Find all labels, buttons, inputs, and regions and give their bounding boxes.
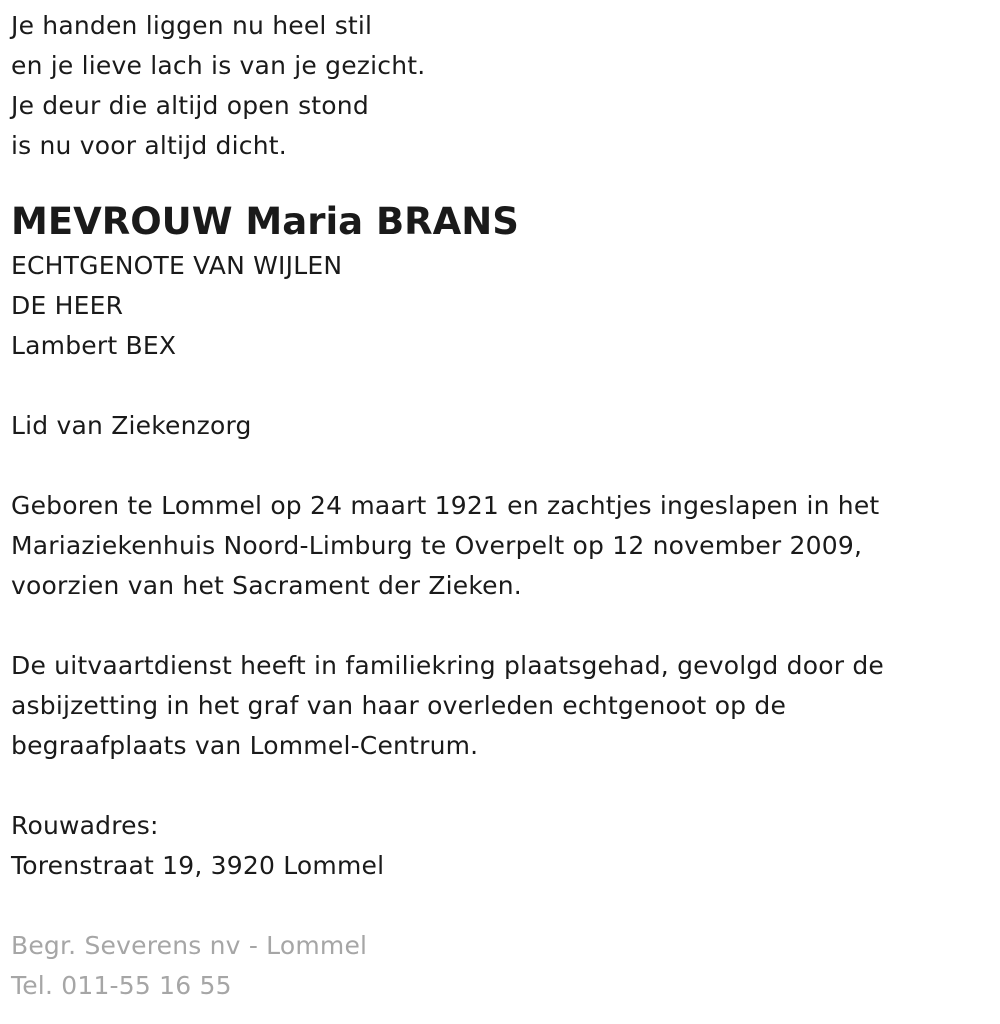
relation-line: Lambert BEX [11, 331, 177, 360]
poem-line: en je lieve lach is van je gezicht. [11, 51, 426, 80]
funeral-paragraph [11, 646, 991, 766]
spacer [11, 366, 991, 406]
address-value: Torenstraat 19, 3920 Lommel [11, 851, 385, 880]
paragraph-line: Geboren te Lommel op 24 maart 1921 en zachtjes ingeslapen in het [11, 491, 880, 520]
spacer [11, 766, 991, 806]
birth-death-paragraph [11, 486, 991, 606]
poem [11, 6, 991, 166]
poem-line: Je handen liggen nu heel stil [11, 11, 373, 40]
spacer [11, 606, 991, 646]
address-label: Rouwadres: [11, 811, 159, 840]
relation-block [11, 246, 991, 366]
poem-line: is nu voor altijd dicht. [11, 131, 287, 160]
undertaker-phone: Tel. 011-55 16 55 [11, 971, 232, 1000]
paragraph-line: begraafplaats van Lommel-Centrum. [11, 731, 479, 760]
deceased-name: MEVROUW Maria BRANS [11, 200, 519, 243]
poem-line: Je deur die altijd open stond [11, 91, 369, 120]
address-block [11, 806, 991, 886]
undertaker-block [11, 926, 991, 1006]
paragraph-line: Mariaziekenhuis Noord-Limburg te Overpelt op 12 november 2009, [11, 531, 863, 560]
relation-line: DE HEER [11, 291, 124, 320]
spacer [11, 886, 991, 926]
membership: Lid van Ziekenzorg [11, 411, 252, 440]
spacer [11, 446, 991, 486]
paragraph-line: De uitvaartdienst heeft in familiekring plaatsgehad, gevolgd door de [11, 651, 884, 680]
paragraph-line: asbijzetting in het graf van haar overleden echtgenoot op de [11, 691, 787, 720]
paragraph-line: voorzien van het Sacrament der Zieken. [11, 571, 522, 600]
obituary-notice [11, 0, 991, 1006]
relation-line: ECHTGENOTE VAN WIJLEN [11, 251, 343, 280]
undertaker-name: Begr. Severens nv - Lommel [11, 931, 368, 960]
